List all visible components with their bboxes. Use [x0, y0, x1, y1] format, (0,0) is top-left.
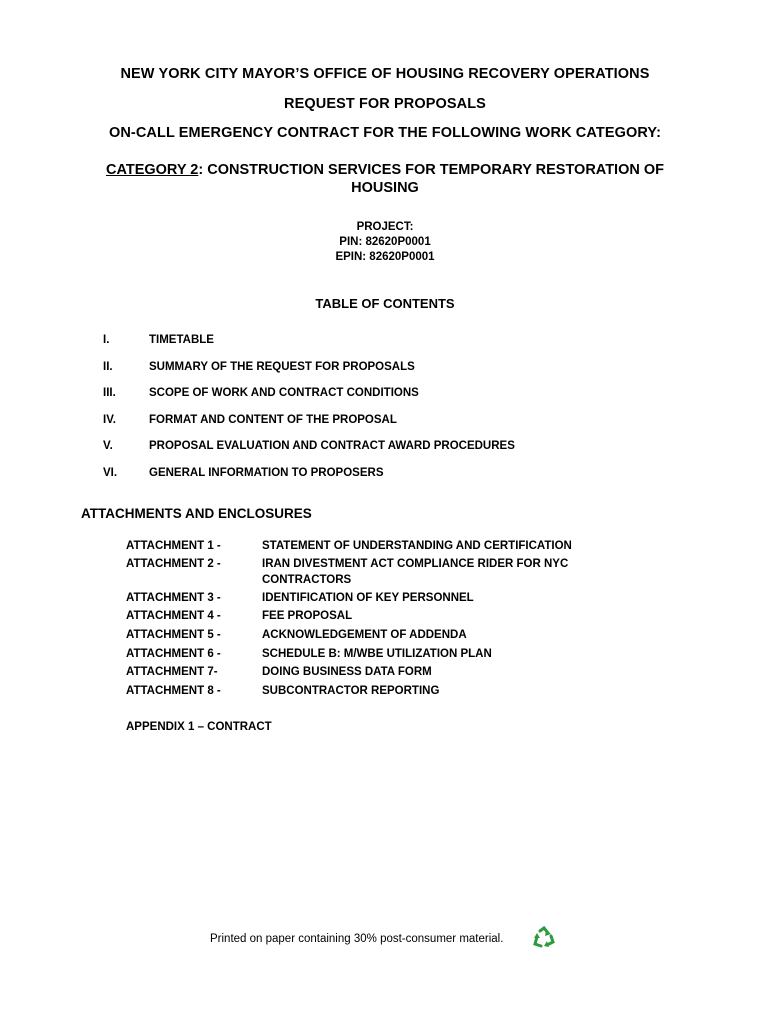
toc-item-number: IV. [103, 414, 117, 426]
attachments-title: ATTACHMENTS AND ENCLOSURES [81, 506, 312, 521]
toc-item-number: V. [103, 440, 113, 452]
category-title: : CONSTRUCTION SERVICES FOR TEMPORARY RESTORATION OF [198, 162, 665, 178]
toc-item [103, 387, 419, 399]
project-label: PROJECT: [356, 221, 414, 233]
toc-item-number: III. [103, 387, 116, 399]
toc-item-label: FORMAT AND CONTENT OF THE PROPOSAL [149, 414, 397, 426]
attachment-description: FEE PROPOSAL [262, 610, 353, 622]
toc-item-label: GENERAL INFORMATION TO PROPOSERS [149, 467, 384, 479]
footer-note: Printed on paper containing 30% post-consumer material. [210, 933, 504, 945]
oncall-title: ON-CALL EMERGENCY CONTRACT FOR THE FOLLOWING WORK CATEGORY: [108, 125, 662, 141]
project-block [0, 220, 770, 265]
attachment-label: ATTACHMENT 6 - [126, 648, 221, 660]
attachment-label: ATTACHMENT 2 - [126, 558, 221, 570]
category-title-line2: HOUSING [351, 180, 419, 196]
appendix-line: APPENDIX 1 – CONTRACT [126, 721, 272, 733]
attachment-label: ATTACHMENT 7- [126, 666, 218, 678]
attachment-description: SCHEDULE B: M/WBE UTILIZATION PLAN [262, 648, 492, 660]
attachment-label: ATTACHMENT 4 - [126, 610, 221, 622]
category-heading [0, 161, 770, 197]
toc-item-label: PROPOSAL EVALUATION AND CONTRACT AWARD PROCEDURES [149, 440, 515, 452]
project-pin: PIN: 82620P0001 [339, 236, 431, 248]
attachment-description: ACKNOWLEDGEMENT OF ADDENDA [262, 629, 467, 641]
attachment-description: STATEMENT OF UNDERSTANDING AND CERTIFICATION [262, 540, 572, 552]
attachment-description: IRAN DIVESTMENT ACT COMPLIANCE RIDER FOR NYC CONTRACTORS [262, 558, 569, 586]
toc-item [103, 361, 415, 373]
toc-item-number: VI. [103, 467, 118, 479]
toc-item [103, 467, 384, 479]
attachment-label: ATTACHMENT 1 - [126, 540, 221, 552]
toc-item-number: I. [103, 334, 110, 346]
attachment-description: IDENTIFICATION OF KEY PERSONNEL [262, 592, 474, 604]
toc-item [103, 334, 214, 346]
toc-title: TABLE OF CONTENTS [315, 296, 455, 311]
toc-item-label: SCOPE OF WORK AND CONTRACT CONDITIONS [149, 387, 419, 399]
project-epin: EPIN: 82620P0001 [335, 251, 435, 263]
toc-item [103, 414, 397, 426]
attachment-description: SUBCONTRACTOR REPORTING [262, 685, 440, 697]
attachment-label: ATTACHMENT 3 - [126, 592, 221, 604]
rfp-title: REQUEST FOR PROPOSALS [284, 96, 486, 112]
attachment-description: DOING BUSINESS DATA FORM [262, 666, 432, 678]
toc-item-label: SUMMARY OF THE REQUEST FOR PROPOSALS [149, 361, 415, 373]
toc-item-number: II. [103, 361, 113, 373]
recycle-icon [531, 925, 557, 951]
toc-item [103, 440, 515, 452]
attachment-label: ATTACHMENT 8 - [126, 685, 221, 697]
toc-item-label: TIMETABLE [149, 334, 214, 346]
category-label: CATEGORY 2 [105, 162, 199, 178]
attachment-label: ATTACHMENT 5 - [126, 629, 221, 641]
office-title: NEW YORK CITY MAYOR’S OFFICE OF HOUSING RECOVERY OPERATIONS [120, 66, 650, 82]
